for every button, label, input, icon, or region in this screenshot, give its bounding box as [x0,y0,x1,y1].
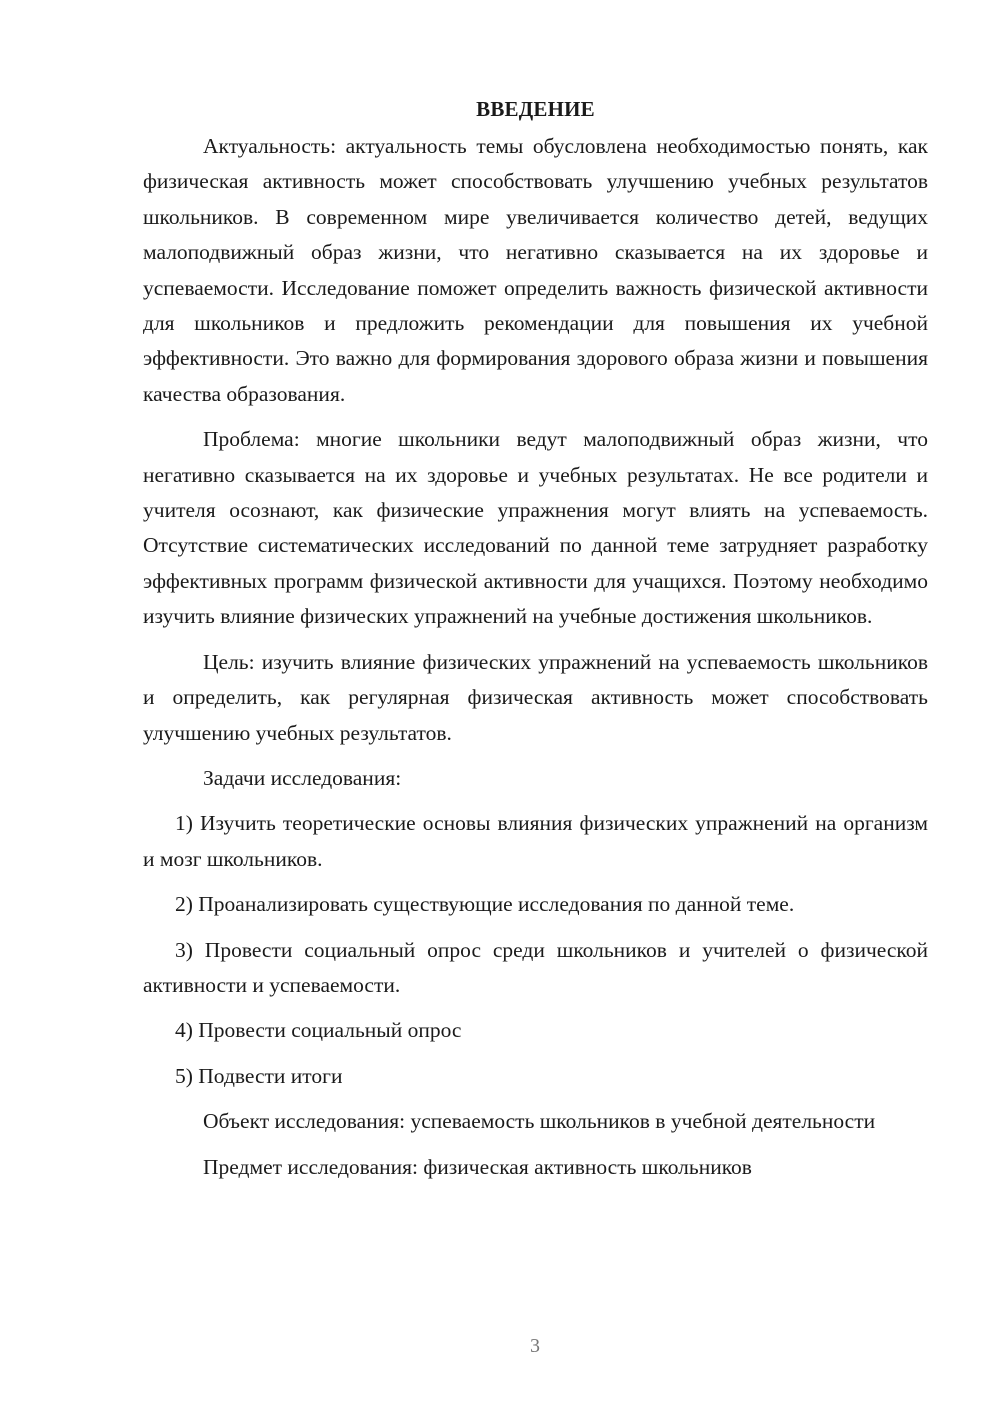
task-item-3: 3) Провести социальный опрос среди школьников и учителей о физической активности и успеваемости. [143,937,928,997]
tasks-heading: Задачи исследования: [203,765,402,790]
goal-paragraph: Цель: изучить влияние физических упражнений на успеваемость школьников и определить, как регулярная физическая активность может способствовать улучшению учебных результатов. [143,649,928,745]
task-item-5: 5) Подвести итоги [175,1063,343,1088]
page-title: ВВЕДЕНИЕ [476,97,595,121]
object-paragraph: Объект исследования: успеваемость школьников в учебной деятельности [203,1109,876,1134]
page-number: 3 [530,1335,540,1357]
subject-paragraph: Предмет исследования: физическая активность школьников [203,1154,752,1179]
task-item-2: 2) Проанализировать существующие исследования по данной теме. [175,892,795,917]
problem-paragraph: Проблема: многие школьники ведут малоподвижный образ жизни, что негативно сказывается на их здоровье и учебных результатах. Не все родители и учителя осознают, как физические упражнения могут влиять на успеваемость. Отсутствие систематических исследований по данной теме затрудняет разработку эффективных программ физической активности для учащихся. Поэтому необходимо изучить влияние физических упражнений на учебные достижения школьников. [143,427,928,629]
task-item-4: 4) Провести социальный опрос [175,1018,462,1043]
task-item-1: 1) Изучить теоретические основы влияния физических упражнений на организм и мозг школьников. [143,811,928,871]
relevance-paragraph: Актуальность: актуальность темы обусловлена необходимостью понять, как физическая активность может способствовать улучшению учебных результатов школьников. В современном мире увеличивается количество детей, ведущих малоподвижный образ жизни, что негативно сказывается на их здоровье и успеваемости. Исследование поможет определить важность физической активности для школьников и предложить рекомендации для повышения их учебной эффективности. Это важно для формирования здорового образа жизни и повышения качества образования. [143,134,928,406]
page-content [143,92,928,1185]
